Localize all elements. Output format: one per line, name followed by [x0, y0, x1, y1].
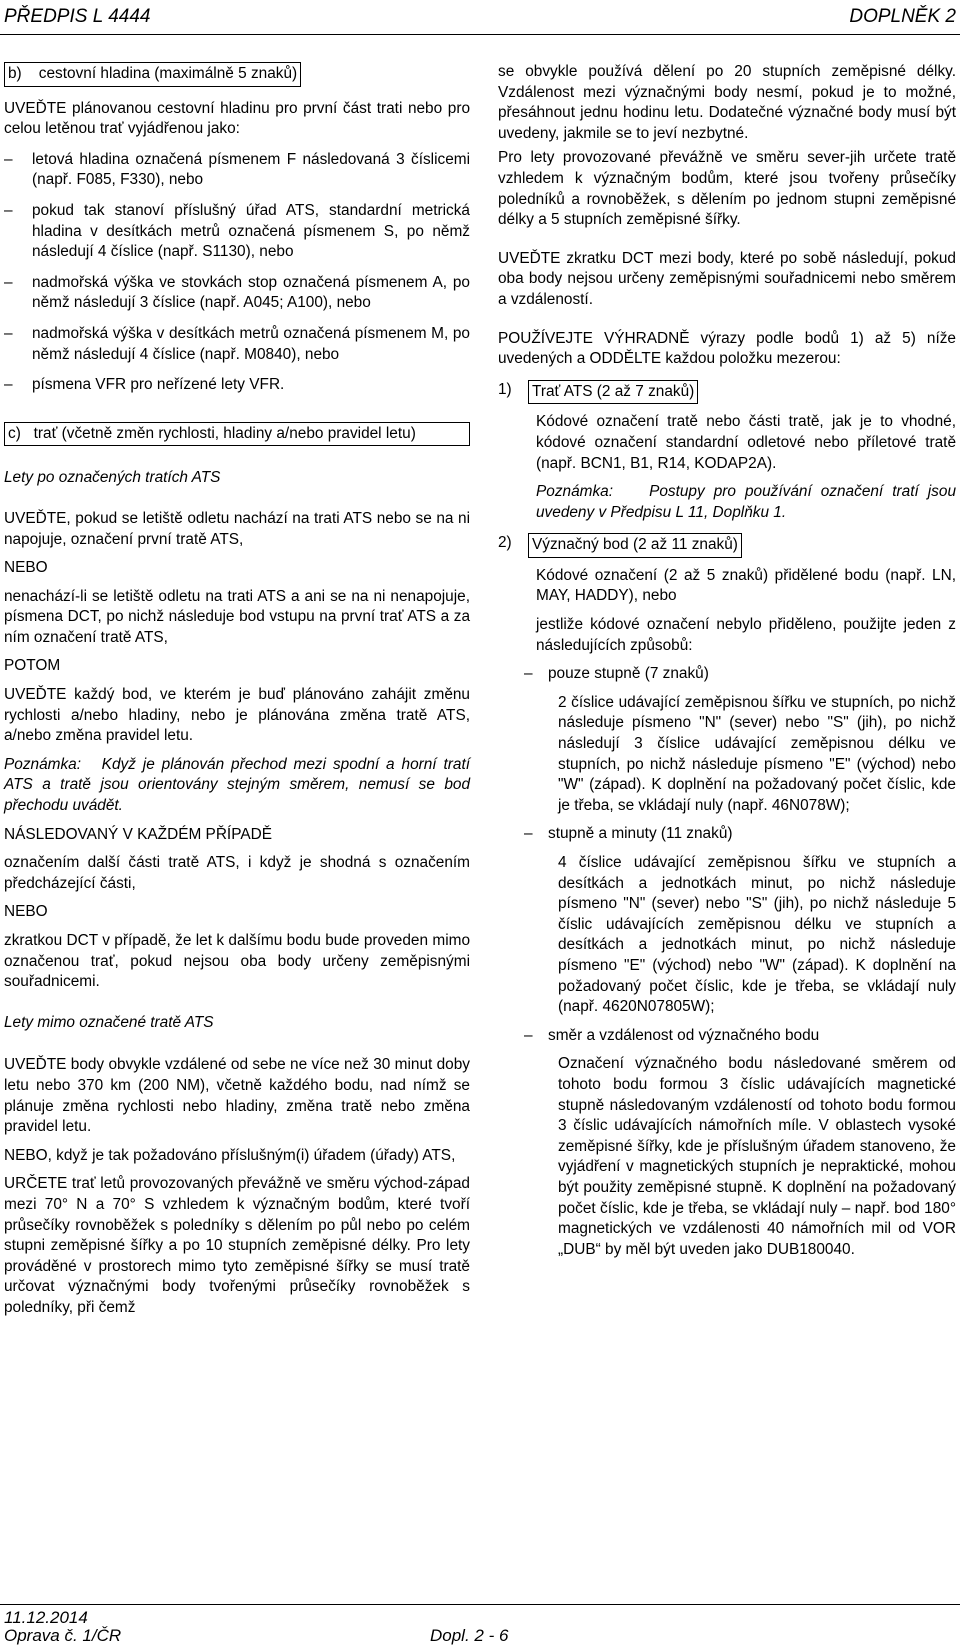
left-column	[4, 62, 470, 1319]
list-item-text: pokud tak stanoví příslušný úřad ATS, standardní metrická hladina v desítkách metrů označená písmenem S, po němž následují 4 číslice (např. S1130), nebo	[32, 201, 470, 261]
note: Poznámka: Postupy pro používání označení tratí jsou uvedeny v Předpisu L 11, Doplňku 1.	[536, 483, 956, 521]
list-item	[498, 824, 956, 845]
paragraph: 2 číslice udávající zeměpisnou šířku ve stupních, po nichž následuje písmeno "N" (sever) nebo "S" (jih), po nichž následují 3 číslice udávající zeměpisnou délku ve stupních, po nichž následuje písmeno "E" (východ) nebo "W" (západ). K doplnění na požadovaný počet číslic, kde je třeba, se vkládají nuly (např. 46N078W);	[558, 693, 956, 814]
footer-amendment: Oprava č. 1/ČR	[4, 1626, 122, 1645]
paragraph: Pro lety provozované převážně ve směru sever-jih určete tratě vzhledem k význačným bodům, které jsou tvořeny průsečíky poledníků a rovnoběžek, s dělením po jednom stupni zeměpisné délky a 5 stupních zeměpisné šířky.	[498, 149, 956, 229]
list-item	[4, 375, 470, 396]
list-item	[498, 664, 956, 685]
list-item	[4, 273, 470, 314]
list-item	[4, 150, 470, 191]
footer-page-number: Dopl. 2 - 6	[430, 1626, 509, 1645]
dash-bullet: –	[4, 324, 13, 342]
section-c-heading: c) trať (včetně změn rychlosti, hladiny a/nebo pravidel letu)	[4, 422, 470, 447]
item-label: Trať ATS (2 až 7 znaků)	[528, 380, 698, 405]
list-item-text: písmena VFR pro neřízené lety VFR.	[32, 376, 285, 394]
dash-bullet: –	[524, 825, 533, 843]
sub-item-label: stupně a minuty (11 znaků)	[548, 825, 733, 843]
list-item-text: letová hladina označená písmenem F následovaná 3 číslicemi (např. F085, F330), nebo	[32, 150, 470, 189]
paragraph: označením další části tratě ATS, i když je shodná s označením předcházející části,	[4, 854, 470, 892]
paragraph: 4 číslice udávající zeměpisnou šířku ve stupních a desítkách a jednotkách minut, po nichž následuje písmeno "N" (sever) nebo "S" (jih), po nichž následuje 5 číslic udávajících zeměpisnou délku ve stupních a desítkách a jednotkách minut, po nichž následuje písmeno "E" (východ) nebo "W" (západ). K doplnění na požadovaný počet číslic, kde je třeba, se vkládají nuly (např. 4620N07805W);	[558, 854, 956, 1016]
paragraph: se obvykle používá dělení po 20 stupních zeměpisné délky. Vzdálenost mezi význačnými body nesmí, pokud je to možné, přesáhnout jednu hodinu letu. Dodatečné význačné body musí být uvedeny, jakmile se to jeví nezbytné.	[498, 63, 956, 142]
paragraph: POTOM	[4, 657, 61, 675]
paragraph: UVEĎTE každý bod, ve kterém je buď plánováno zahájit změnu rychlosti a/nebo hladiny, nebo je plánována změna tratě ATS, a/nebo změna pravidel letu.	[4, 686, 470, 745]
paragraph: UVEĎTE zkratku DCT mezi body, které po sobě následují, pokud oba body nejsou určeny zeměpisnými souřadnicemi nebo směrem a vzdáleností.	[498, 249, 956, 308]
paragraph: POUŽÍVEJTE VÝHRADNĚ výrazy podle bodů 1) až 5) níže uvedených a ODDĚLTE každou položku mezerou:	[498, 329, 956, 368]
subheading-outside-routes: Lety mimo označené tratě ATS	[4, 1013, 214, 1031]
paragraph: URČETE trať letů provozovaných převážně ve směru východ-západ mezi 70° N a 70° S vzhledem k význačným bodům, které tvoří průsečíky rovnoběžek s poledníky s dělením po půl nebo po celém stupni zeměpisné šířky a po 10 stupních zeměpisné délky. Pro lety prováděné v prostorech mimo tyto zeměpisné šířky se musí tratě určovat význačnými body tvořenými průsečíky rovnoběžek s poledníky, při čemž	[4, 1175, 470, 1316]
header-rule	[0, 34, 960, 35]
paragraph: NÁSLEDOVANÝ V KAŽDÉM PŘÍPADĚ	[4, 825, 272, 843]
dash-bullet: –	[4, 150, 13, 168]
footer-date: 11.12.2014	[4, 1608, 88, 1627]
list-item	[498, 380, 956, 405]
paragraph: nenachází-li se letiště odletu na trati ATS a ani se na ni nenapojuje, písmena DCT, po nichž následuje bod vstupu na první trať ATS a za ním označení tratě ATS,	[4, 587, 470, 646]
list-item-text: nadmořská výška v desítkách metrů označená písmenem M, po němž následují 4 číslice (např. M0840), nebo	[32, 324, 470, 363]
dash-bullet: –	[4, 376, 13, 394]
list-item	[498, 1026, 956, 1047]
item-label: Význačný bod (2 až 11 znaků)	[528, 533, 742, 558]
sub-item-label: pouze stupně (7 znaků)	[548, 665, 709, 683]
note: Poznámka: Když je plánován přechod mezi spodní a horní tratí ATS a tratě jsou orientovány stejným směrem, nemusí se bod přechodu uvádět.	[4, 755, 470, 815]
page-footer	[0, 1600, 960, 1647]
header-document-title: PŘEDPIS L 4444	[4, 6, 151, 27]
paragraph: jestliže kódové označení nebylo přiděleno, použijte jeden z následujících způsobů:	[536, 616, 956, 654]
paragraph: zkratkou DCT v případě, že let k dalšímu bodu bude proveden mimo označenou trať, pokud nejsou oba body určeny zeměpisnými souřadnicemi.	[4, 932, 470, 991]
paragraph: UVEĎTE, pokud se letiště odletu nachází na trati ATS nebo se na ni napojuje, označení první tratě ATS,	[4, 509, 470, 548]
paragraph: NEBO	[4, 559, 48, 577]
paragraph: Kódové označení tratě nebo části tratě, jak je to vhodné, kódové označení standardní odletové nebo příletové tratě (např. BCN1, B1, R14, KODAP2A).	[536, 413, 956, 472]
sub-item-label: směr a vzdálenost od význačného bodu	[548, 1026, 820, 1044]
paragraph: NEBO, když je tak požadováno příslušným(i) úřadem (úřady) ATS,	[4, 1146, 456, 1164]
section-b-heading: b) cestovní hladina (maximálně 5 znaků)	[4, 62, 301, 87]
list-item	[4, 324, 470, 365]
header-appendix-label: DOPLNĚK 2	[849, 6, 956, 27]
dash-bullet: –	[4, 273, 13, 291]
page-header	[0, 0, 960, 44]
paragraph: Označení význačného bodu následované směrem od tohoto bodu formou 3 číslic udávajících magnetické stupně následovaným vzdáleností od tohoto bodu formou 3 číslic udávajících námořních míle. V oblastech vysoké zeměpisné šířky, kde je příslušným úřadem stanoveno, že vyjádření v magnetických stupních je nepraktické, mohou být použity zeměpisné stupně. K doplnění na požadovaný počet číslic, kde je třeba, se vkládají nuly – např. bod 180° magnetických ve vzdálenosti 40 námořních mil od VOR „DUB“ by měl být uveden jako DUB180040.	[558, 1055, 956, 1258]
dash-bullet: –	[524, 665, 533, 683]
dash-bullet: –	[4, 201, 13, 219]
paragraph: UVEĎTE body obvykle vzdálené od sebe ne více než 30 minut doby letu nebo 370 km (200 NM), včetně každého bodu, nad nímž se plánuje změna rychlosti nebo hladiny, změna tratě nebo změna pravidel letu.	[4, 1056, 470, 1136]
item-number: 1)	[498, 380, 512, 398]
paragraph: Kódové označení (2 až 5 znaků) přidělené bodu (např. LN, MAY, HADDY), nebo	[536, 566, 956, 605]
subheading-ats-routes: Lety po označených tratích ATS	[4, 469, 221, 487]
dash-bullet: –	[524, 1026, 533, 1044]
list-item	[498, 533, 956, 558]
list-item	[4, 201, 470, 263]
right-column	[498, 62, 956, 1260]
list-item-text: nadmořská výška ve stovkách stop označená písmenem A, po němž následují 3 číslice (např. A045; A100), nebo	[32, 273, 470, 312]
item-number: 2)	[498, 534, 512, 552]
section-b-intro: UVEĎTE plánovanou cestovní hladinu pro první část trati nebo pro celou letěnou trať vyjádřenou jako:	[4, 99, 470, 138]
footer-rule	[0, 1604, 960, 1605]
paragraph: NEBO	[4, 903, 48, 921]
